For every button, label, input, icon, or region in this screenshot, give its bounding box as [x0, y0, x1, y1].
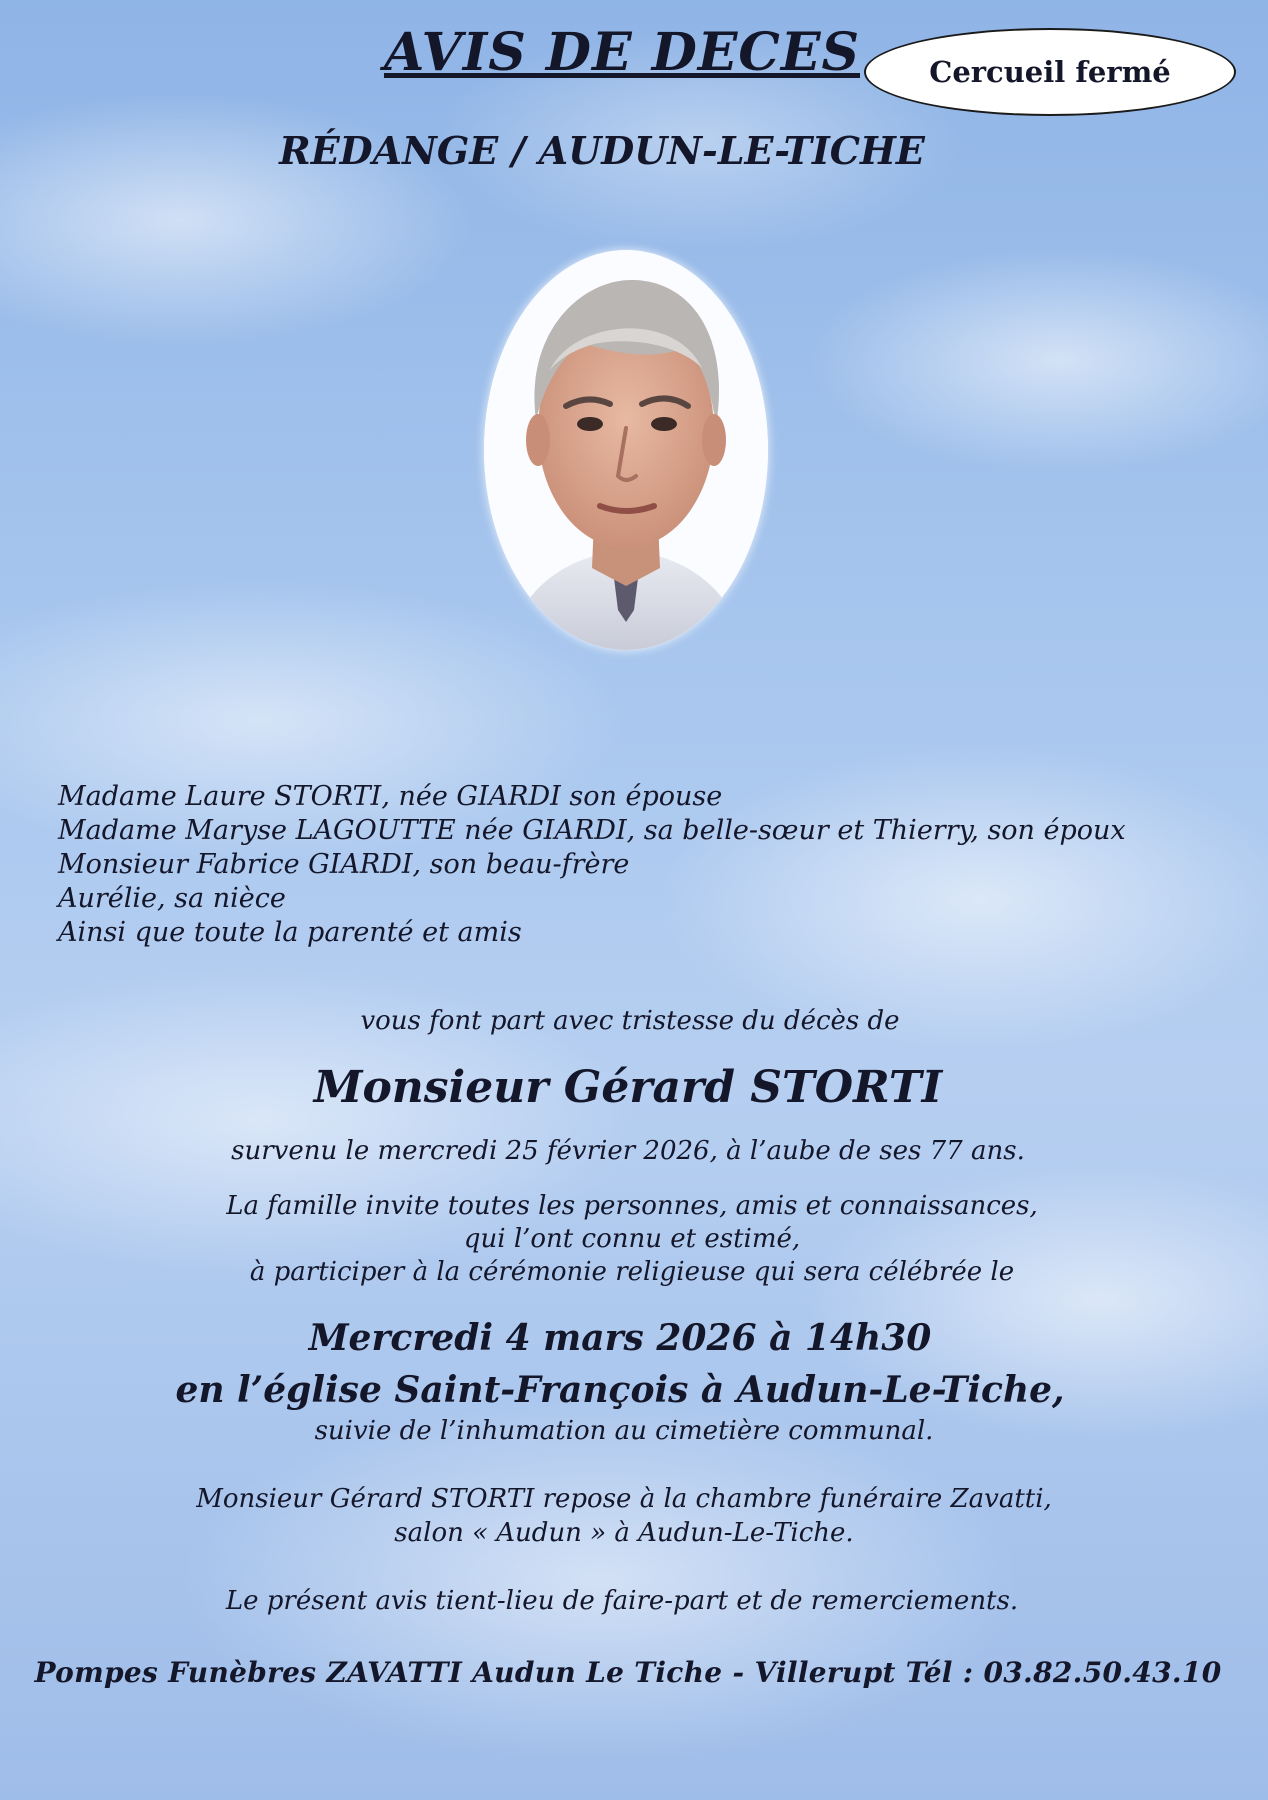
ceremony-details: [0, 1312, 1254, 1416]
family-line: Ainsi que toute la parenté et amis: [58, 917, 522, 948]
rest-line: Monsieur Gérard STORTI repose à la chambre funéraire Zavatti,: [196, 1484, 1052, 1514]
announcement-text: vous font part avec tristesse du décès de: [360, 1006, 900, 1036]
location-heading: RÉDANGE / AUDUN-LE-TICHE: [279, 128, 925, 173]
portrait-photo: [484, 250, 768, 650]
resting-place: [0, 1482, 1258, 1550]
family-line: Aurélie, sa nièce: [58, 883, 286, 914]
invitation-line: La famille invite toutes les personnes, amis et connaissances,: [226, 1191, 1038, 1221]
family-line: Madame Maryse LAGOUTTE née GIARDI, sa belle-sœur et Thierry, son époux: [58, 815, 1126, 846]
invitation-text: [0, 1190, 1268, 1289]
page-title: AVIS DE DECES: [383, 22, 861, 83]
family-line: Madame Laure STORTI, née GIARDI son épouse: [58, 781, 723, 812]
ceremony-date: Mercredi 4 mars 2026 à 14h30: [308, 1317, 932, 1359]
burial-info: suivie de l’inhumation au cimetière communal.: [314, 1416, 934, 1446]
family-list: [58, 780, 1126, 950]
deceased-name: Monsieur Gérard STORTI: [313, 1062, 943, 1113]
death-info: survenu le mercredi 25 février 2026, à l’aube de ses 77 ans.: [231, 1136, 1025, 1166]
funeral-home-footer: Pompes Funèbres ZAVATTI Audun Le Tiche - Villerupt Tél : 03.82.50.43.10: [34, 1656, 1222, 1689]
invitation-line: à participer à la cérémonie religieuse qui sera célébrée le: [249, 1257, 1015, 1287]
closed-coffin-badge: Cercueil fermé: [864, 28, 1236, 116]
rest-line: salon « Audun » à Audun-Le-Tiche.: [394, 1518, 854, 1548]
family-line: Monsieur Fabrice GIARDI, son beau-frère: [58, 849, 630, 880]
notice-text: Le présent avis tient-lieu de faire-part et de remerciements.: [225, 1586, 1019, 1616]
ceremony-place: en l’église Saint-François à Audun-Le-Tiche,: [175, 1369, 1065, 1411]
invitation-line: qui l’ont connu et estimé,: [463, 1224, 801, 1254]
